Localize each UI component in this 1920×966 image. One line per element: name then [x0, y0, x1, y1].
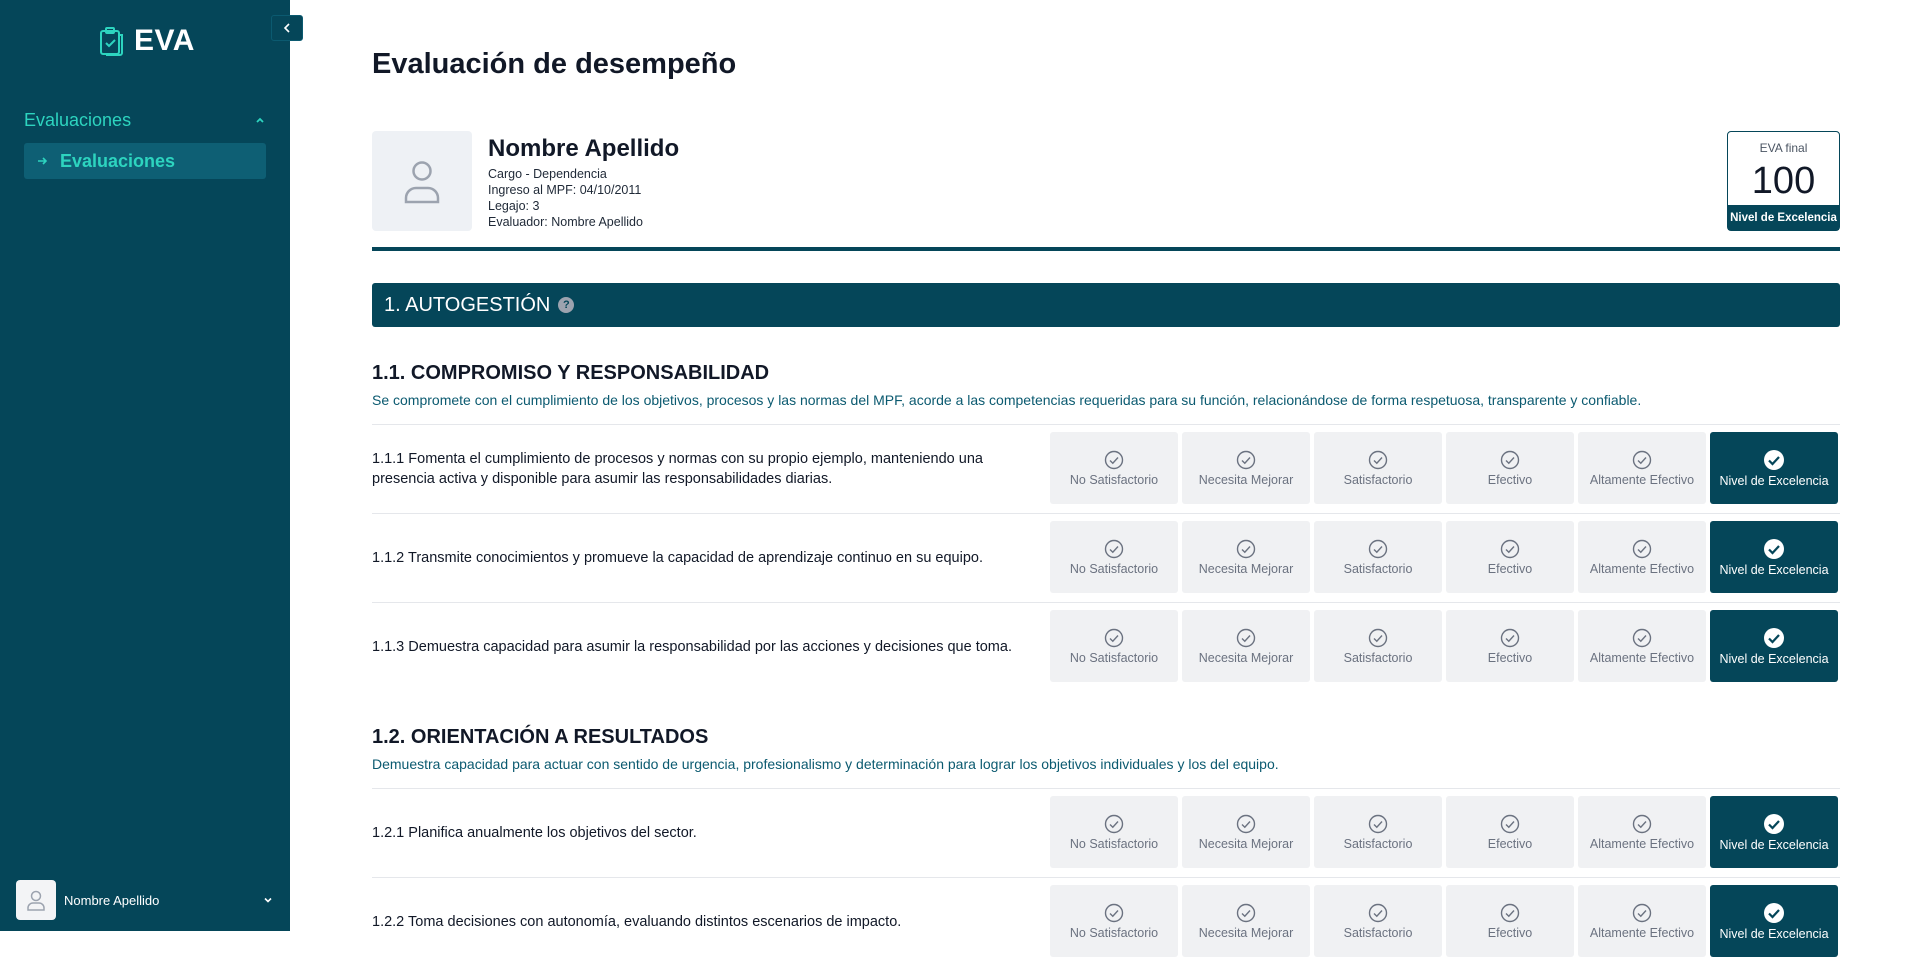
- rating-option-label: No Satisfactorio: [1069, 836, 1159, 851]
- rating-option-label: Necesita Mejorar: [1198, 561, 1294, 576]
- rating-option-label: Satisfactorio: [1343, 836, 1413, 851]
- employee-avatar: [372, 131, 472, 231]
- logo[interactable]: [98, 24, 195, 58]
- rating-option-label: Altamente Efectivo: [1589, 561, 1695, 576]
- check-circle-icon: [1632, 450, 1652, 470]
- user-name: Nombre Apellido: [64, 892, 160, 908]
- check-circle-icon: [1632, 628, 1652, 648]
- rating-option-satisfactorio[interactable]: [1314, 521, 1442, 593]
- question-row: [372, 424, 1840, 513]
- rating-option-label: Nivel de Excelencia: [1719, 562, 1829, 577]
- question-text: 1.1.3 Demuestra capacidad para asumir la responsabilidad por las acciones y decisiones que toma.: [372, 639, 1012, 655]
- rating-option-label: Altamente Efectivo: [1589, 836, 1695, 851]
- brand-name: EVA: [134, 24, 195, 57]
- rating-option-label: Nivel de Excelencia: [1719, 926, 1829, 941]
- rating-option-label: Satisfactorio: [1343, 650, 1413, 665]
- rating-option-no-satisfactorio[interactable]: [1050, 432, 1178, 504]
- check-circle-icon: [1500, 450, 1520, 470]
- chevron-up-icon: [254, 114, 266, 126]
- avatar: [16, 880, 56, 920]
- subsection-description: Demuestra capacidad para actuar con sentido de urgencia, profesionalismo y determinación para lograr los objetivos individuales y los del equipo.: [372, 756, 1279, 772]
- eva-final-level: Nivel de Excelencia: [1728, 205, 1839, 230]
- clipboard-check-icon: [98, 25, 126, 57]
- rating-option-label: No Satisfactorio: [1069, 472, 1159, 487]
- employee-evaluador: Evaluador: Nombre Apellido: [488, 215, 643, 229]
- rating-option-no-satisfactorio[interactable]: [1050, 796, 1178, 868]
- check-circle-icon: [1236, 903, 1256, 923]
- check-circle-icon: [1236, 814, 1256, 834]
- rating-option-efectivo[interactable]: [1446, 432, 1574, 504]
- nav-group-evaluaciones[interactable]: [24, 108, 266, 132]
- subsection-description: Se compromete con el cumplimiento de los objetivos, procesos y las normas del MPF, acorde a las competencias requeridas para su función, relacionándose de forma respetuosa, transparente y confiable.: [372, 392, 1642, 408]
- rating-option-efectivo[interactable]: [1446, 610, 1574, 682]
- rating-options: [1050, 885, 1838, 957]
- rating-option-label: Efectivo: [1487, 650, 1533, 665]
- rating-option-nivel-de-excelencia[interactable]: [1710, 432, 1838, 504]
- rating-option-label: Necesita Mejorar: [1198, 650, 1294, 665]
- rating-options: [1050, 521, 1838, 593]
- rating-option-label: Nivel de Excelencia: [1719, 473, 1829, 488]
- rating-option-necesita-mejorar[interactable]: [1182, 796, 1310, 868]
- rating-option-altamente-efectivo[interactable]: [1578, 432, 1706, 504]
- check-circle-icon: [1500, 814, 1520, 834]
- check-circle-icon: [1763, 449, 1785, 471]
- check-circle-icon: [1632, 539, 1652, 559]
- rating-options: [1050, 610, 1838, 682]
- rating-option-altamente-efectivo[interactable]: [1578, 610, 1706, 682]
- check-circle-icon: [1104, 814, 1124, 834]
- check-circle-icon: [1104, 903, 1124, 923]
- question-row: [372, 602, 1840, 691]
- rating-option-efectivo[interactable]: [1446, 796, 1574, 868]
- employee-cargo: Cargo - Dependencia: [488, 167, 607, 181]
- eva-final-label: EVA final: [1759, 141, 1808, 155]
- rating-option-label: Satisfactorio: [1343, 561, 1413, 576]
- employee-ingreso: Ingreso al MPF: 04/10/2011: [488, 183, 642, 197]
- question-row: [372, 513, 1840, 602]
- rating-option-efectivo[interactable]: [1446, 885, 1574, 957]
- question-row: [372, 788, 1840, 877]
- question-text: 1.1.2 Transmite conocimientos y promueve la capacidad de aprendizaje continuo en su equipo.: [372, 550, 983, 566]
- check-circle-icon: [1368, 539, 1388, 559]
- check-circle-icon: [1368, 903, 1388, 923]
- arrow-right-icon: [36, 155, 48, 167]
- sidebar-item-label: Evaluaciones: [60, 150, 176, 171]
- rating-option-label: No Satisfactorio: [1069, 650, 1159, 665]
- check-circle-icon: [1236, 539, 1256, 559]
- user-icon: [403, 158, 441, 204]
- employee-profile: [372, 131, 1840, 251]
- section-title: 1. AUTOGESTIÓN: [384, 293, 551, 316]
- rating-option-label: Necesita Mejorar: [1198, 925, 1294, 940]
- page-title: Evaluación de desempeño: [372, 48, 737, 80]
- rating-option-label: Efectivo: [1487, 925, 1533, 940]
- rating-option-nivel-de-excelencia[interactable]: [1710, 610, 1838, 682]
- rating-option-label: Altamente Efectivo: [1589, 925, 1695, 940]
- subsection-title: 1.1. COMPROMISO Y RESPONSABILIDAD: [372, 362, 770, 384]
- rating-option-altamente-efectivo[interactable]: [1578, 521, 1706, 593]
- question-text: 1.1.1 Fomenta el cumplimiento de procesos y normas con su propio ejemplo, manteniendo una presencia activa y disponible para asumir las responsabilidades diarias.: [372, 451, 983, 487]
- rating-option-label: Altamente Efectivo: [1589, 472, 1695, 487]
- rating-option-efectivo[interactable]: [1446, 521, 1574, 593]
- rating-options: [1050, 796, 1838, 868]
- subsection-title: 1.2. ORIENTACIÓN A RESULTADOS: [372, 726, 709, 748]
- rating-options: [1050, 432, 1838, 504]
- employee-legajo: Legajo: 3: [488, 199, 540, 213]
- sidebar: [0, 0, 290, 931]
- rating-option-label: Satisfactorio: [1343, 925, 1413, 940]
- eva-final-score: 100: [1751, 160, 1816, 202]
- help-icon[interactable]: ?: [558, 297, 574, 313]
- nav-group-label: Evaluaciones: [24, 109, 132, 130]
- user-menu[interactable]: [16, 880, 274, 920]
- check-circle-icon: [1500, 539, 1520, 559]
- rating-option-label: Efectivo: [1487, 561, 1533, 576]
- check-circle-icon: [1104, 539, 1124, 559]
- eva-final-card: [1727, 131, 1840, 231]
- rating-option-label: Nivel de Excelencia: [1719, 837, 1829, 852]
- chevron-left-icon: [282, 22, 292, 34]
- rating-option-label: Satisfactorio: [1343, 472, 1413, 487]
- check-circle-icon: [1632, 903, 1652, 923]
- check-circle-icon: [1763, 813, 1785, 835]
- rating-option-satisfactorio[interactable]: [1314, 796, 1442, 868]
- check-circle-icon: [1632, 814, 1652, 834]
- rating-option-nivel-de-excelencia[interactable]: [1710, 521, 1838, 593]
- check-circle-icon: [1763, 902, 1785, 924]
- rating-option-no-satisfactorio[interactable]: [1050, 521, 1178, 593]
- check-circle-icon: [1500, 628, 1520, 648]
- rating-option-label: Efectivo: [1487, 472, 1533, 487]
- check-circle-icon: [1368, 628, 1388, 648]
- rating-option-satisfactorio[interactable]: [1314, 610, 1442, 682]
- rating-option-satisfactorio[interactable]: [1314, 432, 1442, 504]
- rating-option-label: No Satisfactorio: [1069, 561, 1159, 576]
- rating-option-label: Altamente Efectivo: [1589, 650, 1695, 665]
- employee-name: Nombre Apellido: [488, 135, 680, 162]
- rating-option-label: Necesita Mejorar: [1198, 472, 1294, 487]
- check-circle-icon: [1104, 450, 1124, 470]
- sidebar-item-evaluaciones[interactable]: [24, 143, 266, 179]
- rating-option-no-satisfactorio[interactable]: [1050, 885, 1178, 957]
- rating-option-label: Nivel de Excelencia: [1719, 651, 1829, 666]
- collapse-sidebar-button[interactable]: [271, 15, 303, 41]
- chevron-down-icon: [262, 894, 274, 906]
- rating-option-necesita-mejorar[interactable]: [1182, 521, 1310, 593]
- check-circle-icon: [1763, 627, 1785, 649]
- rating-option-satisfactorio[interactable]: [1314, 885, 1442, 957]
- check-circle-icon: [1236, 628, 1256, 648]
- rating-option-label: Necesita Mejorar: [1198, 836, 1294, 851]
- question-text: 1.2.1 Planifica anualmente los objetivos del sector.: [372, 825, 697, 841]
- check-circle-icon: [1500, 903, 1520, 923]
- rating-option-necesita-mejorar[interactable]: [1182, 432, 1310, 504]
- rating-option-no-satisfactorio[interactable]: [1050, 610, 1178, 682]
- rating-option-altamente-efectivo[interactable]: [1578, 796, 1706, 868]
- question-row: [372, 877, 1840, 966]
- user-icon: [26, 889, 46, 911]
- check-circle-icon: [1368, 450, 1388, 470]
- rating-option-altamente-efectivo[interactable]: [1578, 885, 1706, 957]
- check-circle-icon: [1104, 628, 1124, 648]
- check-circle-icon: [1368, 814, 1388, 834]
- rating-option-label: Efectivo: [1487, 836, 1533, 851]
- check-circle-icon: [1763, 538, 1785, 560]
- question-text: 1.2.2 Toma decisiones con autonomía, evaluando distintos escenarios de impacto.: [372, 914, 902, 930]
- check-circle-icon: [1236, 450, 1256, 470]
- rating-option-nivel-de-excelencia[interactable]: [1710, 796, 1838, 868]
- section-header: [372, 283, 1840, 327]
- rating-option-label: No Satisfactorio: [1069, 925, 1159, 940]
- rating-option-nivel-de-excelencia[interactable]: [1710, 885, 1838, 957]
- main-content: [372, 0, 1840, 941]
- rating-option-necesita-mejorar[interactable]: [1182, 610, 1310, 682]
- rating-option-necesita-mejorar[interactable]: [1182, 885, 1310, 957]
